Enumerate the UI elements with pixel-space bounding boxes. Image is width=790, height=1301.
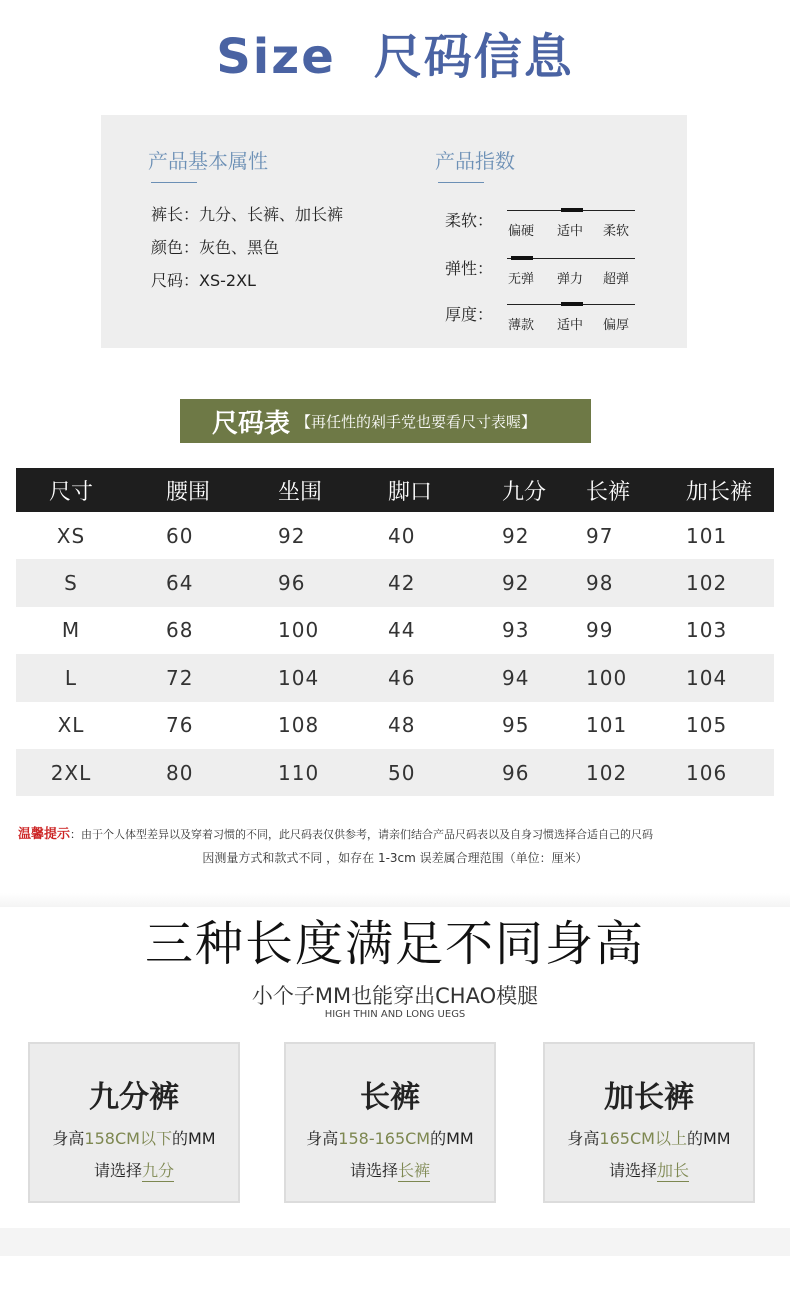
table-cell: 92 xyxy=(502,571,530,596)
index-option: 偏硬 xyxy=(508,224,535,239)
table-cell: 92 xyxy=(502,523,530,548)
index-selected-marker xyxy=(561,208,583,212)
index-option: 适中 xyxy=(557,224,584,239)
card-choose-line xyxy=(286,1158,494,1181)
basic-attributes-title: 产品基本属性 xyxy=(148,149,268,173)
card-height-range: 158CM以下 xyxy=(84,1129,172,1148)
table-row xyxy=(16,702,774,749)
card-pick: 长裤 xyxy=(398,1161,431,1180)
card-text: 的MM xyxy=(171,1129,216,1148)
table-row xyxy=(16,749,774,796)
index-label: 弹性： xyxy=(445,259,494,278)
card-text: 的MM xyxy=(686,1129,731,1148)
column-header: 坐围 xyxy=(278,479,323,505)
table-header-row xyxy=(16,468,774,512)
size-table xyxy=(16,468,774,796)
column-header: 尺寸 xyxy=(48,479,93,505)
table-cell: 96 xyxy=(278,571,306,596)
basic-title-underline xyxy=(151,182,197,183)
table-cell: 40 xyxy=(388,523,416,548)
index-selected-marker xyxy=(511,256,533,260)
attr-size: 尺码：XS-2XL xyxy=(151,271,256,290)
length-card-cropped xyxy=(28,1042,240,1203)
lengths-subtitle-en: HIGH THIN AND LONG UEGS xyxy=(324,1009,466,1020)
index-option: 柔软 xyxy=(603,224,630,239)
index-option: 无弹 xyxy=(508,272,535,287)
table-cell: 108 xyxy=(278,713,320,738)
table-cell: M xyxy=(61,618,81,643)
table-cell: 94 xyxy=(502,665,530,690)
card-title: 九分裤 xyxy=(89,1080,179,1115)
table-cell: 96 xyxy=(502,760,530,785)
lengths-subtitle: 小个子MM也能穿出CHAO模腿 xyxy=(251,984,539,1008)
card-height-line xyxy=(545,1126,753,1149)
index-option: 薄款 xyxy=(508,318,535,333)
table-row xyxy=(16,512,774,559)
index-option: 偏厚 xyxy=(603,318,630,333)
table-body xyxy=(16,512,774,796)
column-header: 长裤 xyxy=(586,479,631,505)
table-cell: 42 xyxy=(388,571,416,596)
table-cell: 101 xyxy=(586,713,628,738)
card-text: 请选择 xyxy=(608,1161,657,1180)
table-cell: 97 xyxy=(586,523,614,548)
size-table-banner xyxy=(180,399,591,443)
table-cell: XL xyxy=(57,713,85,738)
page-title xyxy=(0,18,790,87)
card-height-line xyxy=(286,1126,494,1149)
card-text: 请选择 xyxy=(349,1161,398,1180)
table-cell: 46 xyxy=(388,665,416,690)
table-cell: 104 xyxy=(278,665,320,690)
table-cell: S xyxy=(64,571,78,596)
card-text: 的MM xyxy=(430,1129,474,1148)
table-row xyxy=(16,559,774,606)
table-cell: 72 xyxy=(166,665,194,690)
table-cell: 60 xyxy=(166,523,194,548)
table-cell: 48 xyxy=(388,713,416,738)
index-title-underline xyxy=(438,182,484,183)
table-cell: 68 xyxy=(166,618,194,643)
index-option: 弹力 xyxy=(557,272,584,287)
attr-color: 颜色：灰色、黑色 xyxy=(151,238,280,257)
table-cell: 101 xyxy=(686,523,728,548)
index-option: 超弹 xyxy=(603,272,630,287)
column-header: 脚口 xyxy=(388,479,433,505)
table-cell: 103 xyxy=(686,618,728,643)
size-table-title: 尺码表 xyxy=(212,408,291,439)
table-cell: 50 xyxy=(388,760,416,785)
index-option: 适中 xyxy=(557,318,584,333)
table-cell: XS xyxy=(56,523,86,548)
table-cell: 104 xyxy=(686,665,728,690)
tip-line-1 xyxy=(18,823,778,842)
column-header: 加长裤 xyxy=(686,479,753,505)
table-cell: 100 xyxy=(278,618,320,643)
card-title: 加长裤 xyxy=(604,1080,694,1115)
table-row xyxy=(16,654,774,701)
card-height-line xyxy=(30,1126,238,1149)
card-pick: 加长 xyxy=(657,1161,690,1180)
card-choose-line xyxy=(30,1158,238,1181)
tip-text: ：由于个人体型差异以及穿着习惯的不同，此尺码表仅供参考，请亲们结合产品尺码表以及自身习惯选择合适自己的尺码 xyxy=(70,828,654,841)
table-cell: 98 xyxy=(586,571,614,596)
table-cell: 93 xyxy=(502,618,530,643)
table-cell: 44 xyxy=(388,618,416,643)
index-label: 柔软： xyxy=(445,211,494,230)
length-card-extra-long xyxy=(543,1042,755,1203)
table-cell: 100 xyxy=(586,665,628,690)
card-title: 长裤 xyxy=(360,1080,420,1115)
attr-length: 裤长：九分、长裤、加长裤 xyxy=(151,205,344,224)
lengths-title: 三种长度满足不同身高 xyxy=(144,916,645,972)
index-elasticity xyxy=(445,258,645,298)
title-cn: 尺码信息 xyxy=(373,29,574,85)
tip-label: 温馨提示 xyxy=(18,827,71,842)
column-header: 腰围 xyxy=(166,479,211,505)
card-text: 请选择 xyxy=(93,1161,142,1180)
bottom-band xyxy=(0,1228,790,1256)
table-cell: 95 xyxy=(502,713,530,738)
card-height-range: 165CM以上 xyxy=(599,1129,687,1148)
title-en: Size xyxy=(216,29,336,85)
table-cell: 102 xyxy=(686,571,728,596)
card-height-range: 158-165CM xyxy=(338,1129,431,1148)
tip-line-2: 因测量方式和款式不同 ，如存在 1-3cm 误差属合理范围（单位：厘米） xyxy=(202,851,588,865)
product-index-title: 产品指数 xyxy=(435,149,515,173)
table-cell: 76 xyxy=(166,713,194,738)
table-cell: 80 xyxy=(166,760,194,785)
table-cell: 92 xyxy=(278,523,306,548)
card-text: 身高 xyxy=(567,1129,600,1148)
table-cell: L xyxy=(64,665,78,690)
index-thickness xyxy=(445,304,645,344)
index-selected-marker xyxy=(561,302,583,306)
table-cell: 2XL xyxy=(50,760,92,785)
table-cell: 106 xyxy=(686,760,728,785)
table-cell: 99 xyxy=(586,618,614,643)
attributes-panel xyxy=(101,115,687,348)
card-pick: 九分 xyxy=(142,1161,175,1180)
index-label: 厚度： xyxy=(445,305,494,324)
table-cell: 105 xyxy=(686,713,728,738)
length-card-long xyxy=(284,1042,496,1203)
card-text: 身高 xyxy=(306,1129,339,1148)
table-cell: 64 xyxy=(166,571,194,596)
table-cell: 102 xyxy=(586,760,628,785)
column-header: 九分 xyxy=(502,479,547,505)
table-cell: 110 xyxy=(278,760,320,785)
card-choose-line xyxy=(545,1158,753,1181)
table-row xyxy=(16,607,774,654)
index-softness xyxy=(445,210,645,250)
size-table-subtitle: 【再任性的剁手党也要看尺寸表喔】 xyxy=(296,412,537,431)
card-text: 身高 xyxy=(52,1129,85,1148)
